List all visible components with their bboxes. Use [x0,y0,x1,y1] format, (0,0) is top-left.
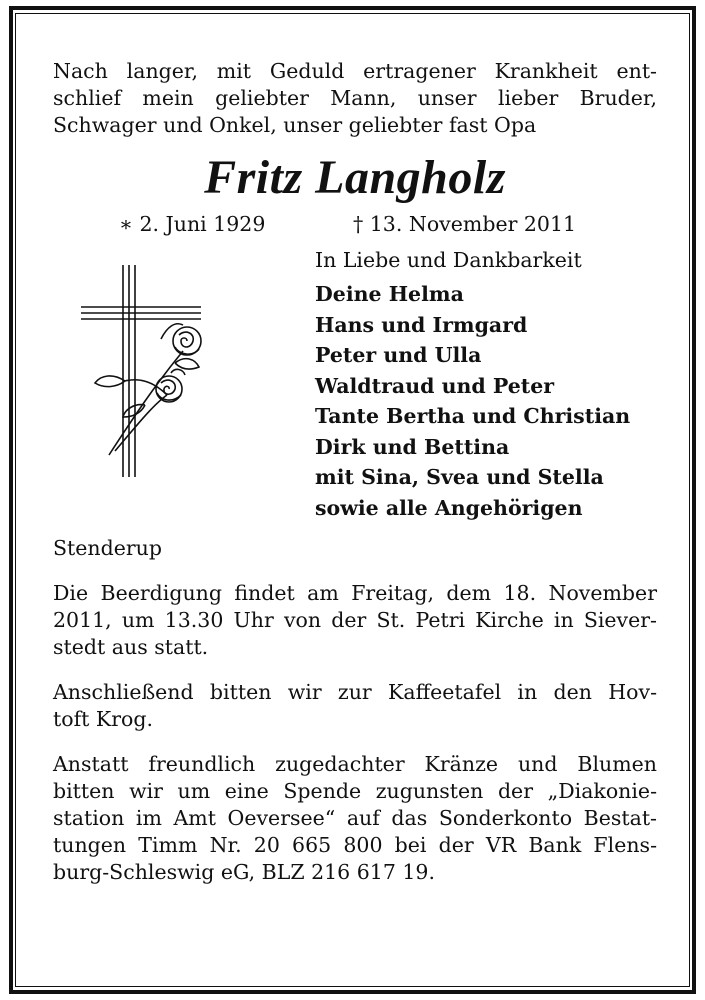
family-member: Tante Bertha und Christian [315,404,631,428]
funeral-line: 2011, um 13.30 Uhr von der St. Petri Kirche in Siever- [53,608,657,632]
family-member: Peter und Ulla [315,343,482,367]
death-date: † 13. November 2011 [353,212,577,236]
intro-line: Nach langer, mit Geduld ertragener Krankheit ent- [53,59,657,83]
middle-section [53,245,657,535]
family-signatures [315,245,630,523]
family-member: Deine Helma [315,282,464,306]
cross-with-roses-icon [75,255,225,485]
coffee-notice [53,679,657,733]
family-member: Waldtraud und Peter [315,373,555,398]
greeting: In Liebe und Dankbarkeit [315,248,582,272]
funeral-notice [53,580,657,661]
intro-line: schlief mein geliebter Mann, unser lieber Bruder, [53,86,657,110]
coffee-line: toft Krog. [53,707,154,731]
donation-line: burg-Schleswig eG, BLZ 216 617 19. [53,860,435,884]
family-list [315,279,630,523]
donation-line: Anstatt freundlich zugedachter Kränze und Blumen [53,752,657,776]
donation-notice [53,751,657,886]
funeral-line: Die Beerdigung findet am Freitag, dem 18. November [53,581,657,605]
donation-line: tungen Timm Nr. 20 665 800 bei der VR Bank Flens- [53,833,657,857]
place: Stenderup [53,536,162,560]
family-member: mit Sina, Svea und Stella [315,465,604,489]
family-member: sowie alle Angehörigen [315,495,583,520]
deceased-name: Fritz Langholz [204,151,506,204]
obituary [53,58,657,886]
coffee-line: Anschließend bitten wir zur Kaffeetafel in den Hov- [53,680,657,704]
family-member: Dirk und Bettina [315,434,510,459]
birth-date: ∗ 2. Juni 1929 [119,212,266,236]
donation-line: station im Amt Oeversee“ auf das Sonderkonto Bestat- [53,806,657,830]
intro-line: Schwager und Onkel, unser geliebter fast Opa [53,113,537,137]
intro-text [53,58,657,139]
life-dates [53,211,657,245]
donation-line: bitten wir um eine Spende zugunsten der „Diakonie- [53,779,657,803]
family-member: Hans und Irmgard [315,312,528,337]
funeral-line: stedt aus statt. [53,635,209,659]
